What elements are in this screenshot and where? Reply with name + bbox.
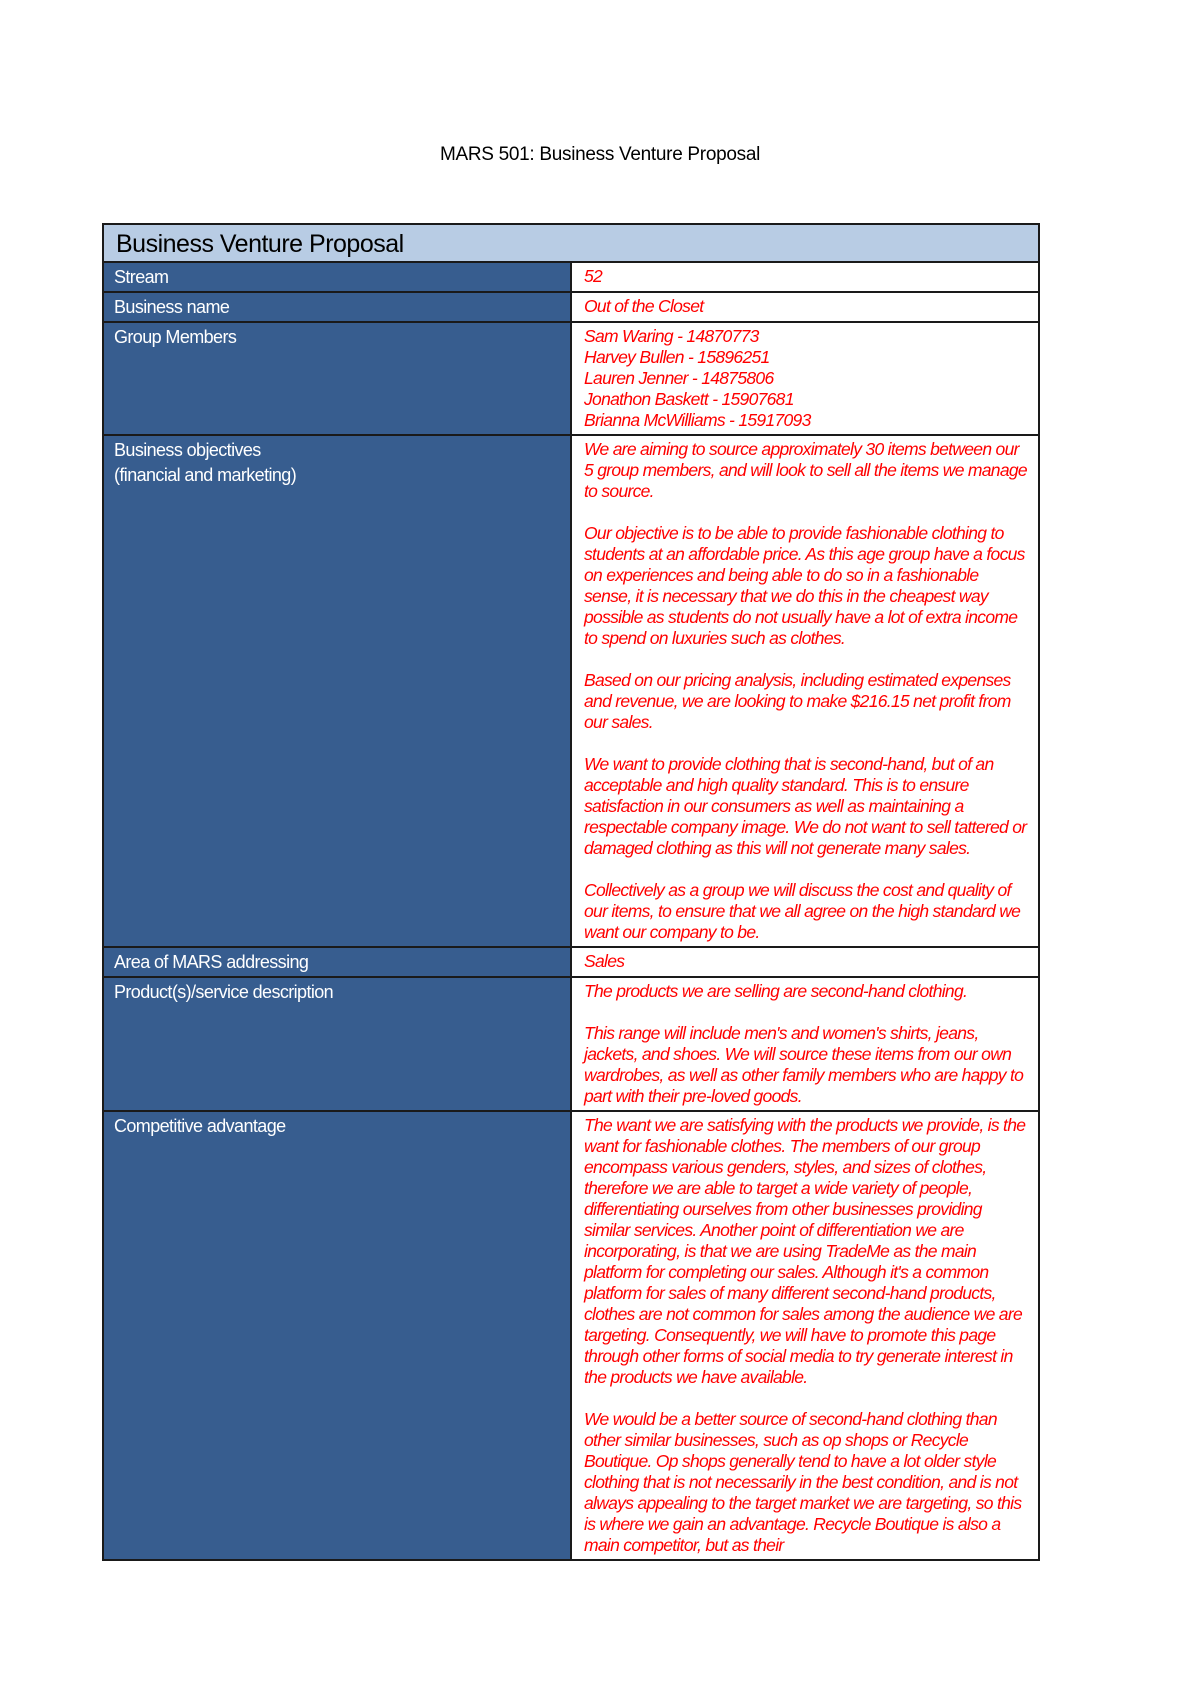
product-description-value [571,977,1039,1111]
group-member: Sam Waring - 14870773 [584,326,759,346]
group-member: Lauren Jenner - 14875806 [584,368,774,388]
document-title: MARS 501: Business Venture Proposal [439,144,761,165]
proposal-table [102,223,1040,1561]
advantage-paragraph: The want we are satisfying with the products we provide, is the want for fashionable clothes. The members of our group encompass various genders, styles, and sizes of clothes, therefore we are able to target a wide variety of people, differentiating ourselves from other businesses providing similar services. Another point of differentiation we are incorporating, is that we are using TradeMe as the main platform for completing our sales. Although it's a common platform for sales of many different second-hand products, clothes are not common for sales among the audience we are targeting. Consequently, we will have to promote this page through other forms of social media to try generate interest in the products we have available. [584,1115,1026,1387]
advantage-paragraph: We would be a better source of second-hand clothing than other similar businesses, such as op shops or Recycle Boutique. Op shops generally tend to have a lot older style clothing that is not necessarily in the best condition, and is not always appealing to the target market we are targeting, so this is where we gain an advantage. Recycle Boutique is also a main competitor, but as their [584,1409,1022,1555]
group-member: Harvey Bullen - 15896251 [584,347,770,367]
area-of-mars-label: Area of MARS addressing [103,947,571,977]
area-of-mars-value: Sales [571,947,1039,977]
row-competitive-advantage [103,1111,1039,1560]
objectives-paragraph: Based on our pricing analysis, including estimated expenses and revenue, we are looking to make $216.15 net profit from our sales. [584,670,1011,732]
business-objectives-label [103,435,571,947]
product-paragraph: The products we are selling are second-hand clothing. [584,981,968,1001]
row-business-name [103,292,1039,322]
stream-value: 52 [571,262,1039,292]
table-header-row [103,224,1039,262]
table-header: Business Venture Proposal [103,224,1039,262]
product-paragraph: This range will include men's and women's shirts, jeans, jackets, and shoes. We will source these items from our own wardrobes, as well as other family members who are happy to part with their pre-loved goods. [584,1023,1024,1106]
business-name-label: Business name [103,292,571,322]
business-objectives-label-line2: (financial and marketing) [114,465,297,485]
group-member: Jonathon Baskett - 15907681 [584,389,794,409]
competitive-advantage-label: Competitive advantage [103,1111,571,1560]
row-group-members [103,322,1039,435]
row-area-of-mars [103,947,1039,977]
group-member: Brianna McWilliams - 15917093 [584,410,811,430]
group-members-label: Group Members [103,322,571,435]
product-description-label: Product(s)/service description [103,977,571,1111]
row-stream [103,262,1039,292]
group-members-value [571,322,1039,435]
objectives-paragraph: We want to provide clothing that is second-hand, but of an acceptable and high quality standard. This is to ensure satisfaction in our consumers as well as maintaining a respectable company image. We do not want to sell tattered or damaged clothing as this will not generate many sales. [584,754,1027,858]
row-business-objectives [103,435,1039,947]
objectives-paragraph: We are aiming to source approximately 30 items between our 5 group members, and will look to sell all the items we manage to source. [584,439,1027,501]
business-objectives-value [571,435,1039,947]
competitive-advantage-value [571,1111,1039,1560]
objectives-paragraph: Collectively as a group we will discuss the cost and quality of our items, to ensure that we all agree on the high standard we want our company to be. [584,880,1021,942]
business-name-value: Out of the Closet [571,292,1039,322]
business-objectives-label-line1: Business objectives [114,440,261,460]
objectives-paragraph: Our objective is to be able to provide fashionable clothing to students at an affordable price. As this age group have a focus on experiences and being able to do so in a fashionable sense, it is necessary that we do this in the cheapest way possible as students do not usually have a lot of extra income to spend on luxuries such as clothes. [584,523,1025,648]
stream-label: Stream [103,262,571,292]
row-product-description [103,977,1039,1111]
